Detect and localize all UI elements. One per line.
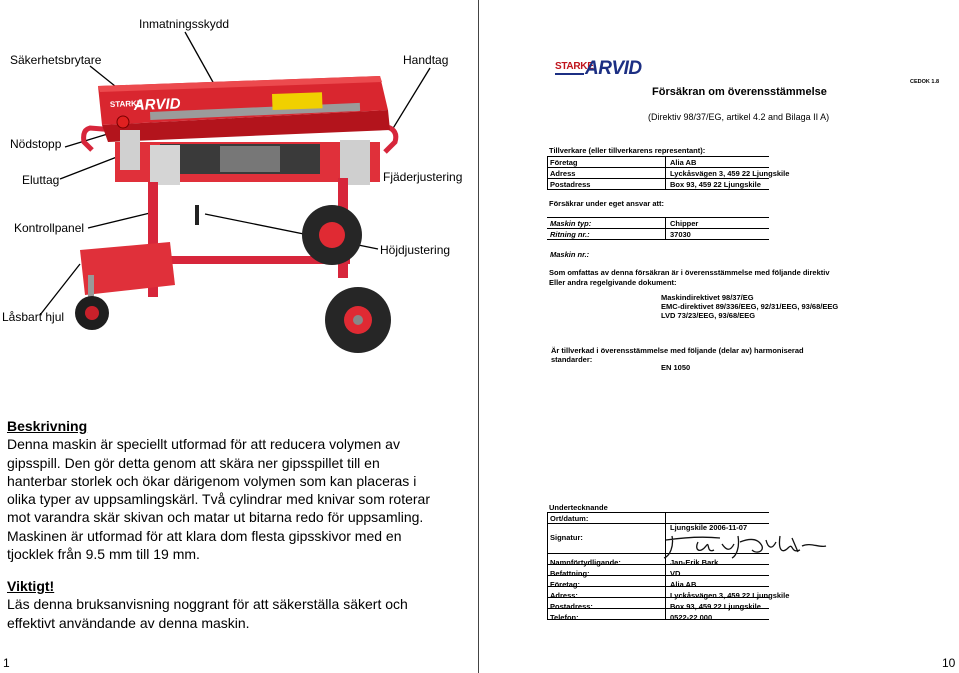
- standards-line: Är tillverkad i överensstämmelse med följande (delar av) harmoniserad: [551, 346, 804, 355]
- description-line: tjocklek från 9.5 mm till 19 mm.: [7, 546, 200, 563]
- description-heading: Beskrivning: [7, 418, 88, 434]
- signatory-label: Namnförtydligande:: [550, 558, 621, 567]
- signed-heading: Undertecknande: [549, 503, 608, 512]
- table-line: [547, 228, 769, 229]
- manufacturer-value: Alia AB: [670, 158, 697, 167]
- standards-line: standarder:: [551, 355, 593, 364]
- signatory-label: Postadress:: [550, 602, 593, 611]
- document-code: CEDOK 1.8: [910, 79, 940, 85]
- manufacturer-heading: Tillverkare (eller tillverkarens representant):: [549, 146, 706, 155]
- signatory-value: Jan-Erik Bark: [670, 558, 719, 567]
- manufacturer-label: Adress: [550, 169, 576, 178]
- label-lasbart-hjul: Låsbart hjul: [2, 310, 65, 324]
- logo-arvid: ARVID: [585, 58, 642, 79]
- description-line: gipsspill. Den gör detta genom att skära ner gipsspillet till en: [7, 454, 380, 471]
- machine-type-value: Chipper: [670, 219, 699, 228]
- page-number-right: 10: [942, 656, 956, 670]
- warning-line: Läs denna bruksanvisning noggrant för att säkerställa säkert och: [7, 596, 408, 613]
- table-line: [547, 586, 769, 587]
- description-line: hanterbar storlek och ökar därigenom volymen som kan placeras i: [7, 472, 417, 489]
- page-divider: [478, 0, 479, 673]
- description-line: Denna maskin är speciellt utformad för att reducera volymen av: [7, 436, 400, 453]
- logo-starke: STARKE: [555, 61, 594, 72]
- directive-line: Maskindirektivet 98/37/EG: [661, 293, 754, 302]
- description-line: Maskinen är utformad för att klara dom flesta gipsskivor med en: [7, 527, 402, 544]
- directive-line: LVD 73/23/EEG, 93/68/EEG: [661, 311, 756, 320]
- table-line: [547, 189, 769, 190]
- signature-label: Signatur:: [550, 533, 583, 542]
- signatory-label: Telefon:: [550, 613, 579, 622]
- signatory-value: Alia AB: [670, 580, 697, 589]
- label-nodstopp: Nödstopp: [10, 137, 62, 151]
- drawing-number-value: 37030: [670, 230, 691, 239]
- table-line: [547, 156, 769, 157]
- place-date-label: Ort/datum:: [550, 514, 589, 523]
- declaration-title: Försäkran om överensstämmelse: [652, 86, 827, 98]
- chipper-machine-image: [60, 70, 405, 360]
- signatory-label: Företag:: [550, 580, 580, 589]
- warning-heading: Viktigt!: [7, 578, 55, 594]
- description-line: mot varandra skär skivan och matar ut bitarna redo för uppsamling.: [7, 509, 424, 526]
- directive-line: EMC-direktivet 89/336/EEG, 92/31/EEG, 93/68/EEG: [661, 302, 839, 311]
- table-line: [665, 156, 666, 189]
- scope-line: Eller andra regelgivande dokument:: [549, 278, 677, 287]
- signatory-value: VD: [670, 569, 681, 578]
- signatory-value: 0522-22 000: [670, 613, 713, 622]
- machine-brand-large: ARVID: [133, 95, 181, 114]
- table-line: [547, 178, 769, 179]
- signatory-value: Lyckåsvägen 3, 459 22 Ljungskile: [670, 591, 790, 600]
- table-line: [547, 156, 548, 189]
- warning-section: [7, 577, 467, 632]
- declaration-subtitle: (Direktiv 98/37/EG, artikel 4.2 and Bilaga II A): [648, 112, 830, 122]
- responsibility-text: Försäkrar under eget ansvar att:: [549, 199, 665, 208]
- logo-underline: [555, 73, 584, 75]
- label-eluttag: Eluttag: [22, 173, 60, 187]
- label-handtag: Handtag: [403, 53, 449, 67]
- signatory-value: Box 93, 459 22 Ljungskile: [670, 602, 761, 611]
- table-line: [547, 512, 769, 513]
- description-section: [7, 417, 467, 563]
- scope-line: Som omfattas av denna försäkran är i överensstämmelse med följande direktiv: [549, 268, 830, 277]
- label-sakerhetsbrytare: Säkerhetsbrytare: [10, 53, 102, 67]
- table-line: [547, 167, 769, 168]
- manufacturer-label: Företag: [550, 158, 578, 167]
- machine-brand-small: STARKE: [109, 98, 143, 109]
- label-fjaderjustering: Fjäderjustering: [383, 170, 463, 184]
- warning-line: effektivt användande av denna maskin.: [7, 614, 250, 631]
- table-line: [547, 239, 769, 240]
- machine-type-label: Maskin typ:: [550, 219, 592, 228]
- manufacturer-value: Box 93, 459 22 Ljungskile: [670, 180, 761, 189]
- page-number-left: 1: [3, 656, 10, 670]
- standard-value: EN 1050: [661, 363, 691, 372]
- place-date-value: Ljungskile 2006-11-07: [670, 523, 748, 532]
- declaration-logo: [555, 60, 651, 82]
- label-kontrollpanel: Kontrollpanel: [14, 221, 85, 235]
- table-line: [547, 512, 548, 619]
- drawing-number-label: Ritning nr.:: [550, 230, 590, 239]
- manufacturer-label: Postadress: [550, 180, 591, 189]
- table-line: [547, 217, 769, 218]
- machine-number-label: Maskin nr.:: [550, 250, 590, 259]
- table-line: [665, 217, 666, 239]
- table-line: [547, 619, 769, 620]
- label-hojdjustering: Höjdjustering: [380, 243, 451, 257]
- manufacturer-value: Lyckåsvägen 3, 459 22 Ljungskile: [670, 169, 790, 178]
- signatory-label: Befattning:: [550, 569, 590, 578]
- label-inmatningsskydd: Inmatningsskydd: [139, 17, 230, 31]
- signatory-label: Adress:: [550, 591, 578, 600]
- description-line: olika typer av uppsamlingskärl. Två cylindrar med knivar som roterar: [7, 491, 431, 508]
